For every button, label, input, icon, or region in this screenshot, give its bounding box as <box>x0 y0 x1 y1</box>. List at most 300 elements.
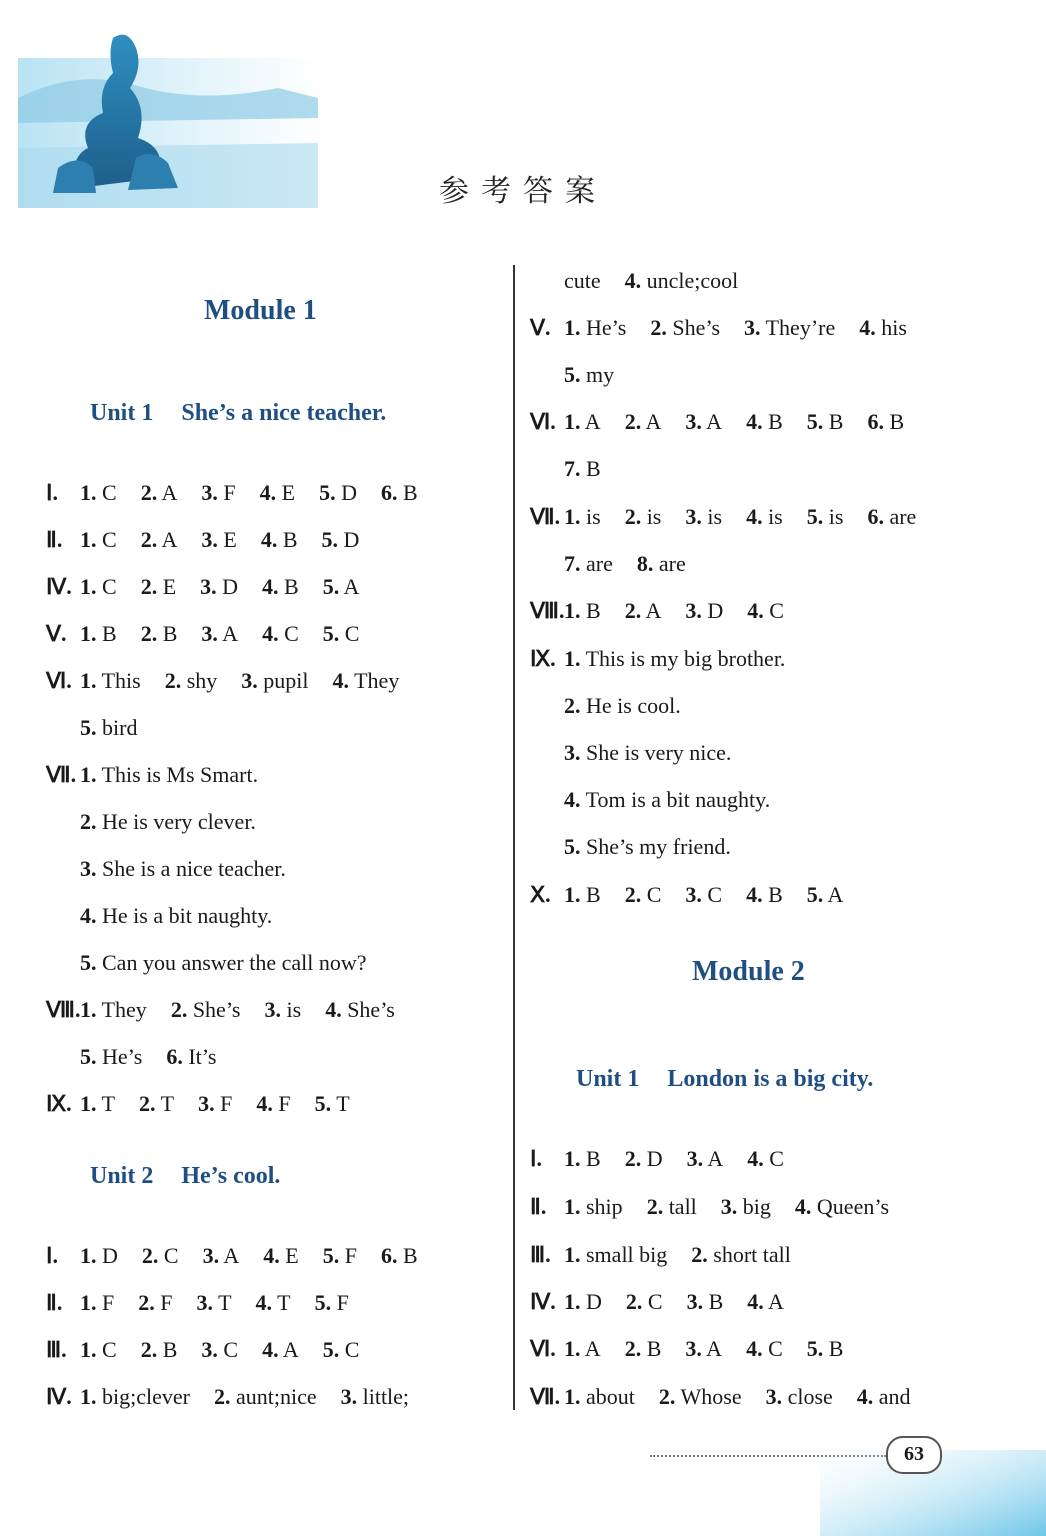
answer-item <box>625 1334 662 1364</box>
answer-item <box>262 619 299 649</box>
answer-value: He is very clever. <box>96 809 256 834</box>
answer-item <box>261 525 298 555</box>
answer-item <box>80 1089 115 1119</box>
answer-item <box>625 266 739 296</box>
answer-number: 4. <box>332 668 350 693</box>
answer-number: 7. <box>564 551 581 576</box>
answer-row <box>46 1335 383 1365</box>
section-number: Ⅶ. <box>530 1384 561 1409</box>
answer-item <box>685 502 722 532</box>
answer-row <box>530 1334 867 1364</box>
answer-row <box>46 1089 374 1119</box>
answer-number: 3. <box>685 409 702 434</box>
answer-value: B <box>157 621 178 646</box>
answer-value: C <box>278 621 299 646</box>
answer-value: Queen’s <box>811 1194 890 1219</box>
answer-item <box>141 619 178 649</box>
answer-item <box>323 1241 357 1271</box>
answer-value: She’s my friend. <box>580 834 731 859</box>
answer-row <box>46 478 442 508</box>
answer-item <box>141 1335 178 1365</box>
answer-value: D <box>338 527 360 552</box>
answer-row <box>46 1288 373 1318</box>
answer-item <box>564 1287 602 1317</box>
answer-item <box>564 1192 623 1222</box>
answer-item <box>80 525 117 555</box>
answer-item <box>564 454 601 484</box>
answer-value: She’s <box>187 997 241 1022</box>
answer-item <box>691 1240 791 1270</box>
answer-value: C <box>763 1146 784 1171</box>
answer-number: 4. <box>746 409 763 434</box>
answer-item <box>746 502 783 532</box>
answer-number: 3. <box>685 504 702 529</box>
answer-number: 5. <box>806 504 824 529</box>
answer-item <box>323 572 360 602</box>
answer-value: are <box>580 551 613 576</box>
answer-item <box>564 832 731 862</box>
answer-row <box>46 666 423 696</box>
answer-number: 8. <box>636 551 654 576</box>
answer-item <box>138 1288 172 1318</box>
answer-number: 1. <box>80 668 97 693</box>
answer-item <box>637 549 686 579</box>
answer-item <box>807 880 844 910</box>
answer-value: He’s <box>96 1044 143 1069</box>
answer-row <box>530 313 931 343</box>
answer-value: This <box>96 668 141 693</box>
answer-row <box>530 1287 808 1317</box>
answer-item <box>650 313 720 343</box>
answer-item <box>171 995 241 1025</box>
answer-item <box>564 1144 601 1174</box>
unit-heading <box>90 400 386 427</box>
answer-item <box>80 760 258 790</box>
answer-item <box>625 502 662 532</box>
answer-number: 1. <box>80 480 97 505</box>
answer-value: C <box>96 1337 117 1362</box>
answer-item <box>315 1089 350 1119</box>
module-heading: Module 1 <box>204 295 317 326</box>
answer-row-continued <box>530 832 755 862</box>
unit-heading <box>576 1066 873 1093</box>
answer-number: 2. <box>140 574 158 599</box>
answer-row-continued <box>530 454 625 484</box>
answer-item <box>203 1241 240 1271</box>
section-number: Ⅰ. <box>46 1243 58 1268</box>
answer-value: T <box>96 1091 116 1116</box>
answer-value: A <box>219 1243 240 1268</box>
answer-item <box>323 619 360 649</box>
answer-number: 1. <box>564 504 581 529</box>
answer-value: small big <box>580 1242 668 1267</box>
answer-item <box>859 313 907 343</box>
answer-row-continued <box>530 360 638 390</box>
section-number: Ⅵ. <box>46 668 72 693</box>
answer-value: is <box>701 504 723 529</box>
answer-value: B <box>762 882 783 907</box>
section-number: Ⅳ. <box>46 1384 72 1409</box>
answer-value: my <box>580 362 615 387</box>
section-number: Ⅱ. <box>530 1194 547 1219</box>
answer-value: This is my big brother. <box>580 646 786 671</box>
answer-item <box>625 1144 663 1174</box>
answer-value: C <box>762 1336 783 1361</box>
answer-value: F <box>339 1243 357 1268</box>
answer-value: Whose <box>675 1384 742 1409</box>
answer-item <box>80 1288 114 1318</box>
answer-number: 4. <box>262 621 279 646</box>
answer-row-continued <box>530 691 705 721</box>
answer-value: is <box>823 504 844 529</box>
answer-number: 3. <box>685 882 702 907</box>
answer-item <box>139 1089 174 1119</box>
answer-number: 2. <box>140 527 158 552</box>
answer-number: 2. <box>691 1242 708 1267</box>
answer-number: 5. <box>319 480 336 505</box>
answer-value: and <box>873 1384 911 1409</box>
answer-value: is <box>580 504 601 529</box>
section-number: Ⅷ. <box>530 598 565 623</box>
answer-value: uncle;cool <box>641 268 739 293</box>
answer-number: 2. <box>213 1384 231 1409</box>
answer-number: 1. <box>80 574 97 599</box>
section-number: Ⅴ. <box>530 315 551 340</box>
answer-number: 4. <box>856 1384 874 1409</box>
answer-value: D <box>580 1289 602 1314</box>
section-number: Ⅸ. <box>46 1091 72 1116</box>
answer-number: 3. <box>685 1336 702 1361</box>
answer-value: T <box>272 1290 291 1315</box>
answer-number: 5. <box>321 527 339 552</box>
answer-value: C <box>641 882 662 907</box>
answer-item <box>80 854 286 884</box>
answer-item <box>564 313 626 343</box>
answer-value: C <box>158 1243 179 1268</box>
answer-value: B <box>823 409 844 434</box>
answer-item <box>80 948 367 978</box>
answer-item <box>201 525 236 555</box>
answer-number: 4. <box>746 504 763 529</box>
answer-item <box>564 1334 601 1364</box>
answer-value: D <box>216 574 239 599</box>
answer-number: 2. <box>140 480 158 505</box>
answer-value: F <box>154 1290 173 1315</box>
answer-number: 4. <box>794 1194 812 1219</box>
answer-value: C <box>763 598 784 623</box>
answer-value: little; <box>357 1384 410 1409</box>
answer-item <box>80 666 141 696</box>
answer-item <box>744 313 835 343</box>
answer-row <box>46 619 383 649</box>
answer-item <box>687 1287 724 1317</box>
answer-number: 3. <box>686 1146 704 1171</box>
answer-number: 1. <box>564 1336 581 1361</box>
answer-number: 5. <box>80 950 97 975</box>
answer-value: A <box>641 409 662 434</box>
answer-value: A <box>763 1289 784 1314</box>
answer-row <box>46 760 282 790</box>
answer-number: 4. <box>624 268 642 293</box>
answer-value: A <box>823 882 844 907</box>
answer-item <box>564 266 601 296</box>
answer-value: He is a bit naughty. <box>96 903 273 928</box>
answer-value: B <box>96 621 117 646</box>
answer-item <box>564 785 770 815</box>
answer-value: C <box>339 1337 360 1362</box>
answer-number: 4. <box>255 1290 273 1315</box>
answer-number: 6. <box>380 480 398 505</box>
section-number: Ⅸ. <box>530 646 556 671</box>
answer-item <box>201 478 235 508</box>
answer-item <box>625 407 662 437</box>
answer-item <box>265 995 302 1025</box>
answer-number: 4. <box>259 480 277 505</box>
answer-item <box>214 1382 317 1412</box>
section-number: Ⅰ. <box>46 480 58 505</box>
answer-number: 6. <box>380 1243 398 1268</box>
answer-number: 1. <box>564 409 581 434</box>
answer-value: big <box>737 1194 771 1219</box>
section-number: Ⅵ. <box>530 1336 556 1361</box>
unit-title: He’s cool. <box>181 1163 281 1189</box>
answer-row-continued <box>46 854 310 884</box>
answer-value: It’s <box>182 1044 217 1069</box>
answer-number: 5. <box>322 1337 340 1362</box>
answer-value: She’s <box>341 997 395 1022</box>
answer-number: 4. <box>262 574 279 599</box>
answer-item <box>323 1335 360 1365</box>
answer-item <box>807 1334 844 1364</box>
answer-number: 4. <box>746 882 763 907</box>
answer-value: D <box>641 1146 663 1171</box>
answer-number: 3. <box>201 621 218 646</box>
answer-value: B <box>641 1336 662 1361</box>
answer-number: 3. <box>201 480 218 505</box>
answer-item <box>142 1241 179 1271</box>
answer-value: A <box>217 621 239 646</box>
answer-row <box>530 1192 913 1222</box>
answer-row <box>530 644 809 674</box>
answer-row <box>530 1382 935 1412</box>
answer-number: 1. <box>80 1384 97 1409</box>
answer-number: 2. <box>624 598 642 623</box>
answer-number: 6. <box>867 409 884 434</box>
answer-item <box>80 807 256 837</box>
answer-number: 5. <box>564 362 581 387</box>
answer-row <box>46 525 383 555</box>
answer-number: 3. <box>744 315 761 340</box>
answer-number: 2. <box>139 1091 156 1116</box>
answer-number: 4. <box>80 903 97 928</box>
answer-value: F <box>272 1091 291 1116</box>
answer-number: 1. <box>80 997 97 1022</box>
answer-item <box>80 901 272 931</box>
answer-item <box>746 880 783 910</box>
answer-number: 1. <box>564 1146 581 1171</box>
answer-value: E <box>157 574 177 599</box>
answer-number: 6. <box>867 504 884 529</box>
section-number: Ⅹ. <box>530 882 551 907</box>
answer-item <box>80 572 117 602</box>
answer-item <box>564 644 785 674</box>
answer-value: ship <box>580 1194 623 1219</box>
answer-value: F <box>96 1290 115 1315</box>
answer-item <box>80 713 137 743</box>
answer-value: D <box>96 1243 118 1268</box>
answer-value: B <box>762 409 783 434</box>
answer-value: B <box>580 598 601 623</box>
column-divider <box>513 265 515 1410</box>
answer-item <box>256 1288 291 1318</box>
answer-number: 1. <box>564 315 581 340</box>
unit-label: Unit 1 <box>576 1066 640 1092</box>
answer-item <box>564 880 601 910</box>
answer-number: 1. <box>80 1243 97 1268</box>
answer-number: 5. <box>322 574 340 599</box>
answer-item <box>564 1382 635 1412</box>
answer-value: are <box>653 551 686 576</box>
answer-value: C <box>96 527 117 552</box>
answer-item <box>747 1287 784 1317</box>
answer-item <box>807 407 844 437</box>
answer-item <box>141 525 178 555</box>
answer-item <box>747 1144 784 1174</box>
answer-row <box>530 502 940 532</box>
answer-number: 5. <box>806 409 824 434</box>
answer-row <box>46 1382 433 1412</box>
answer-item <box>857 1382 911 1412</box>
answer-item <box>766 1382 833 1412</box>
answer-number: 3. <box>720 1194 738 1219</box>
answer-value: B <box>703 1289 724 1314</box>
answer-value: B <box>397 480 418 505</box>
answer-row <box>530 407 928 437</box>
answer-number: 1. <box>80 621 97 646</box>
answer-number: 3. <box>200 574 217 599</box>
answer-value: about <box>580 1384 635 1409</box>
answer-item <box>166 1042 216 1072</box>
answer-item <box>325 995 395 1025</box>
answer-value: B <box>277 527 298 552</box>
answer-value: A <box>278 1337 299 1362</box>
answer-value: He’s <box>580 315 627 340</box>
answer-item <box>80 1382 190 1412</box>
answer-number: 2. <box>624 409 642 434</box>
answer-item <box>746 407 783 437</box>
answer-number: 5. <box>80 715 97 740</box>
answer-value: E <box>279 1243 299 1268</box>
answer-value: B <box>397 1243 418 1268</box>
answer-item <box>625 596 662 626</box>
unit-heading <box>90 1163 280 1190</box>
answer-number: 4. <box>325 997 342 1022</box>
answer-item <box>256 1089 290 1119</box>
answer-number: 2. <box>624 504 642 529</box>
answer-number: 2. <box>624 1336 642 1361</box>
answer-number: 1. <box>80 762 97 787</box>
section-number: Ⅲ. <box>530 1242 551 1267</box>
module-heading: Module 2 <box>692 956 805 987</box>
answer-number: 3. <box>765 1384 783 1409</box>
answer-row <box>530 880 867 910</box>
answer-number: 4. <box>747 1146 764 1171</box>
answer-value: shy <box>181 668 218 693</box>
answer-number: 4. <box>256 1091 273 1116</box>
unit-label: Unit 1 <box>90 400 154 426</box>
answer-value: aunt;nice <box>230 1384 317 1409</box>
answer-number: 3. <box>80 856 97 881</box>
answer-value: B <box>580 456 601 481</box>
answer-value: A <box>641 598 662 623</box>
answer-item <box>564 691 681 721</box>
answer-row-continued <box>530 266 762 296</box>
answer-number: 2. <box>564 693 581 718</box>
answer-value: A <box>580 409 601 434</box>
answer-number: 2. <box>141 1243 159 1268</box>
answer-item <box>867 407 904 437</box>
answer-number: 5. <box>806 1336 824 1361</box>
section-number: Ⅵ. <box>530 409 556 434</box>
answer-value: E <box>217 527 237 552</box>
answer-value: D <box>701 598 724 623</box>
answer-value: Can you answer the call now? <box>96 950 367 975</box>
answer-value: F <box>331 1290 349 1315</box>
answer-number: 1. <box>564 1384 581 1409</box>
answer-value: T <box>331 1091 350 1116</box>
answer-number: 1. <box>80 1337 97 1362</box>
answer-item <box>197 1288 232 1318</box>
answer-number: 1. <box>564 598 581 623</box>
answer-number: 4. <box>262 1337 279 1362</box>
answer-value: F <box>214 1091 233 1116</box>
answer-value: Tom is a bit naughty. <box>580 787 771 812</box>
answer-item <box>687 1144 724 1174</box>
answer-row-continued <box>46 948 391 978</box>
section-number: Ⅶ. <box>530 504 561 529</box>
answer-row-continued <box>46 713 161 743</box>
answer-item <box>201 619 238 649</box>
answer-value: D <box>335 480 357 505</box>
unit-label: Unit 2 <box>90 1163 154 1189</box>
answer-value: B <box>157 1337 178 1362</box>
answer-item <box>260 478 295 508</box>
answer-number: 4. <box>263 1243 280 1268</box>
answer-value: T <box>155 1091 175 1116</box>
answer-number: 3. <box>241 668 258 693</box>
answer-value: C <box>217 1337 239 1362</box>
answer-number: 4. <box>564 787 581 812</box>
answer-value: A <box>703 1146 724 1171</box>
answer-number: 2. <box>138 1290 155 1315</box>
answer-item <box>141 572 176 602</box>
answer-value: pupil <box>257 668 309 693</box>
answer-item <box>685 1334 722 1364</box>
answer-number: 2. <box>164 668 182 693</box>
answer-row-continued <box>530 785 794 815</box>
answer-value: is <box>281 997 302 1022</box>
answer-item <box>80 1042 142 1072</box>
answer-value: This is Ms Smart. <box>96 762 259 787</box>
answer-value: his <box>875 315 907 340</box>
answer-item <box>319 478 357 508</box>
answer-item <box>80 1335 117 1365</box>
answer-value: B <box>580 882 601 907</box>
section-number: Ⅱ. <box>46 1290 63 1315</box>
answer-value: He is cool. <box>580 693 681 718</box>
answer-row <box>530 1144 808 1174</box>
answer-value: B <box>580 1146 601 1171</box>
